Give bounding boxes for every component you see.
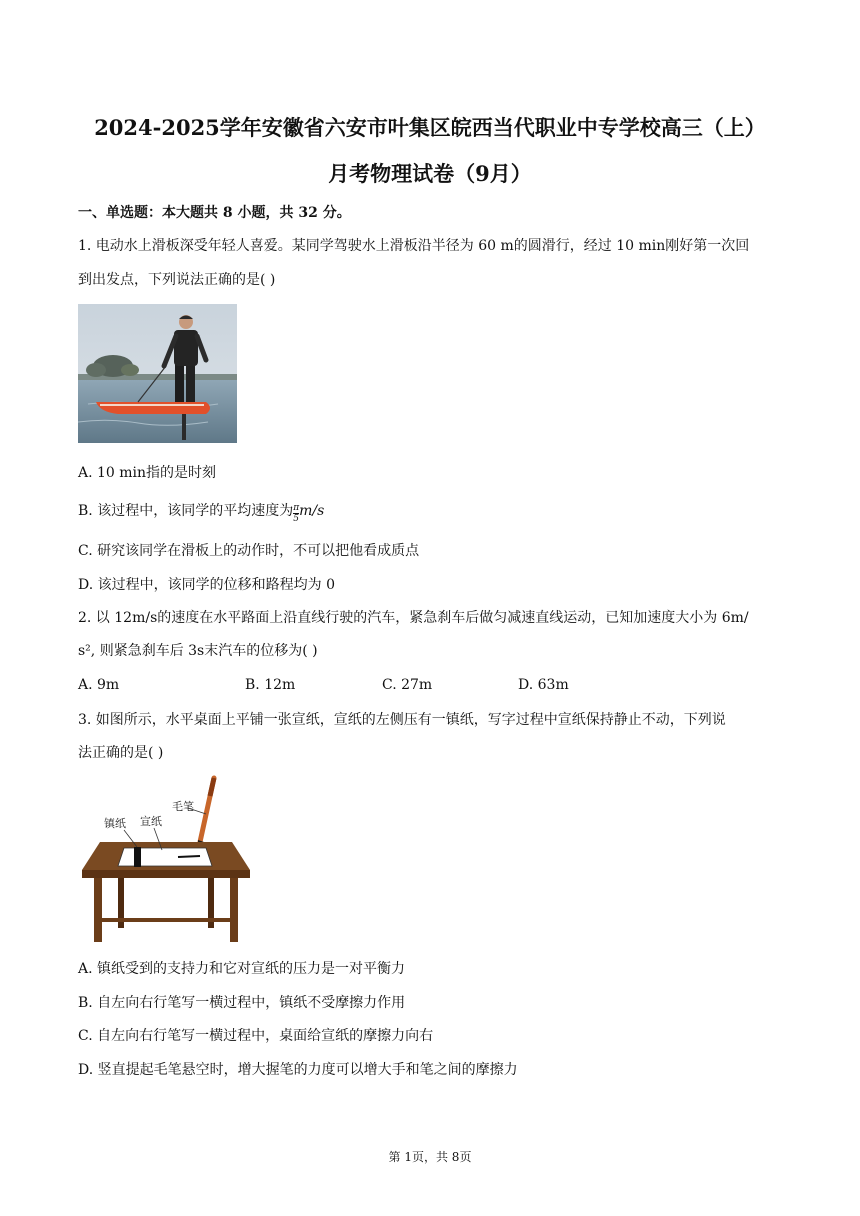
- section-heading: 一、单选题：本大题共 8 小题，共 32 分。: [78, 205, 351, 221]
- q2-option-a: A. 9m: [78, 677, 120, 693]
- q3-option-a: A. 镇纸受到的支持力和它对宣纸的压力是一对平衡力: [78, 961, 406, 977]
- q3-label-weight: 镇纸: [104, 817, 126, 830]
- exam-title-line1: 2024-2025学年安徽省六安市叶集区皖西当代职业中专学校高三（上）: [94, 115, 766, 140]
- q1-hydrofoil-photo: [78, 304, 237, 443]
- q1-option-b-text: B. 该过程中，该同学的平均速度为: [78, 503, 294, 519]
- q3-option-c: C. 自左向右行笔写一横过程中，桌面给宣纸的摩擦力向右: [78, 1028, 434, 1044]
- q2-option-c: C. 27m: [382, 677, 433, 693]
- q1-option-a: A. 10 min指的是时刻: [78, 465, 217, 481]
- page-footer: 第 1页，共 8页: [388, 1150, 472, 1164]
- q3-stem-line1: 3. 如图所示，水平桌面上平铺一张宣纸，宣纸的左侧压有一镇纸，写字过程中宣纸保持静止不动，下列说: [78, 712, 726, 728]
- q3-desk-figure: [78, 770, 254, 946]
- exam-title-line2: 月考物理试卷（9月）: [328, 161, 532, 186]
- q2-stem-line1: 2. 以 12m/s的速度在水平路面上沿直线行驶的汽车，紧急刹车后做匀减速直线运动，已知加速度大小为 6m/: [78, 610, 749, 626]
- q2-option-b: B. 12m: [245, 677, 296, 693]
- q1-stem-line2: 到出发点，下列说法正确的是( ): [78, 272, 276, 288]
- q1-option-d: D. 该过程中，该同学的位移和路程均为 0: [78, 577, 335, 593]
- q1-option-c: C. 研究该同学在滑板上的动作时，不可以把他看成质点: [78, 543, 420, 559]
- q2-stem-line2: s², 则紧急刹车后 3s末汽车的位移为( ): [78, 643, 318, 659]
- q1-option-b-unit: m/s: [299, 503, 325, 519]
- q1-option-b-numerator: π: [293, 503, 300, 513]
- q1-stem-line1: 1. 电动水上滑板深受年轻人喜爱。某同学驾驶水上滑板沿半径为 60 m的圆滑行，经过 10 min刚好第一次回: [78, 238, 750, 254]
- q3-label-brush: 毛笔: [172, 800, 194, 813]
- q3-label-paper: 宣纸: [140, 815, 162, 828]
- q3-option-b: B. 自左向右行笔写一横过程中，镇纸不受摩擦力作用: [78, 995, 406, 1011]
- q1-option-b-denominator: 5: [293, 514, 300, 524]
- q1-option-b: [78, 500, 324, 524]
- q3-stem-line2: 法正确的是( ): [78, 745, 164, 761]
- q2-option-d: D. 63m: [518, 677, 569, 693]
- q3-option-d: D. 竖直提起毛笔悬空时，增大握笔的力度可以增大手和笔之间的摩擦力: [78, 1062, 518, 1078]
